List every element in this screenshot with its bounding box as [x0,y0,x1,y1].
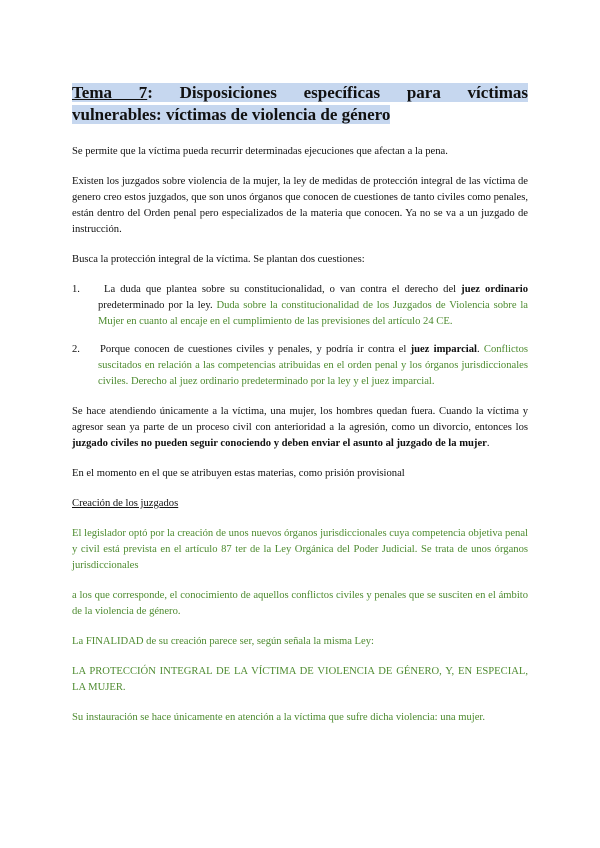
paragraph: Se permite que la víctima pueda recurrir determinadas ejecuciones que afectan a la pena. [72,146,448,157]
document-page [72,82,528,726]
paragraph: En el momento en el que se atribuyen estas materias, como prisión provisional [72,468,405,479]
list-item: 2. Porque conocen de cuestiones civiles y penales, y podría ir contra el juez imparcial. Conflictos suscitados en relación a las competencias atribuidas en el orden penal y los órganos jurisdiccionales civiles. Derecho al juez ordinario predeterminado por la ley y el juez imparcial. [72,342,528,390]
list-item: 1. La duda que plantea sobre su constitucionalidad, o van contra el derecho del juez ordinario predeterminado por la ley. Duda sobre la constitucionalidad de los Juzgados de Violencia sobre la Mujer en cuanto al encaje en el cumplimiento de las previsiones del artículo 24 CE. [72,282,528,330]
page-title-line2: vulnerables: víctimas de violencia de género [72,105,391,124]
paragraph: Se hace atendiendo únicamente a la víctima, una mujer, los hombres quedan fuera. Cuando la víctima y agresor sean ya parte de un proceso civil con anterioridad a la agresión, como un divorcio, entonces los juzgado civiles no pueden seguir conociendo y deben enviar el asunto al juzgado de la mujer. [72,406,528,449]
paragraph: LA PROTECCIÓN INTEGRAL DE LA VÍCTIMA DE VIOLENCIA DE GÉNERO, Y, EN ESPECIAL, LA MUJER. [72,666,528,693]
paragraph: La FINALIDAD de su creación parece ser, según señala la misma Ley: [72,636,374,647]
page-title [72,82,528,104]
paragraph: Busca la protección integral de la víctima. Se plantan dos cuestiones: [72,254,365,265]
list-number: 2. [72,344,80,355]
section-heading: Creación de los juzgados [72,498,179,509]
title-prefix: Tema 7 [72,83,148,102]
paragraph: a los que corresponde, el conocimiento de aquellos conflictos civiles y penales que se susciten en el ámbito de la violencia de género. [72,590,528,617]
paragraph: Existen los juzgados sobre violencia de la mujer, la ley de medidas de protección integral de las víctima de genero creo estos juzgados, que son unos órganos que conocen de cuestiones de tanto civiles como penales, están dentro del Orden penal pero especializados de la materia que conocen. Ya no se va a un juzgado de instrucción. [72,176,528,235]
paragraph: El legislador optó por la creación de unos nuevos órganos jurisdiccionales cuya competencia objetiva penal y civil está prevista en el artículo 87 ter de la Ley Orgánica del Poder Judicial. Se trata de unos órganos jurisdiccionales [72,528,528,571]
paragraph: Su instauración se hace únicamente en atención a la víctima que sufre dicha violencia: una mujer. [72,712,485,723]
title-rest: : Disposiciones específicas para víctimas [147,83,528,102]
list-number: 1. [72,284,80,295]
